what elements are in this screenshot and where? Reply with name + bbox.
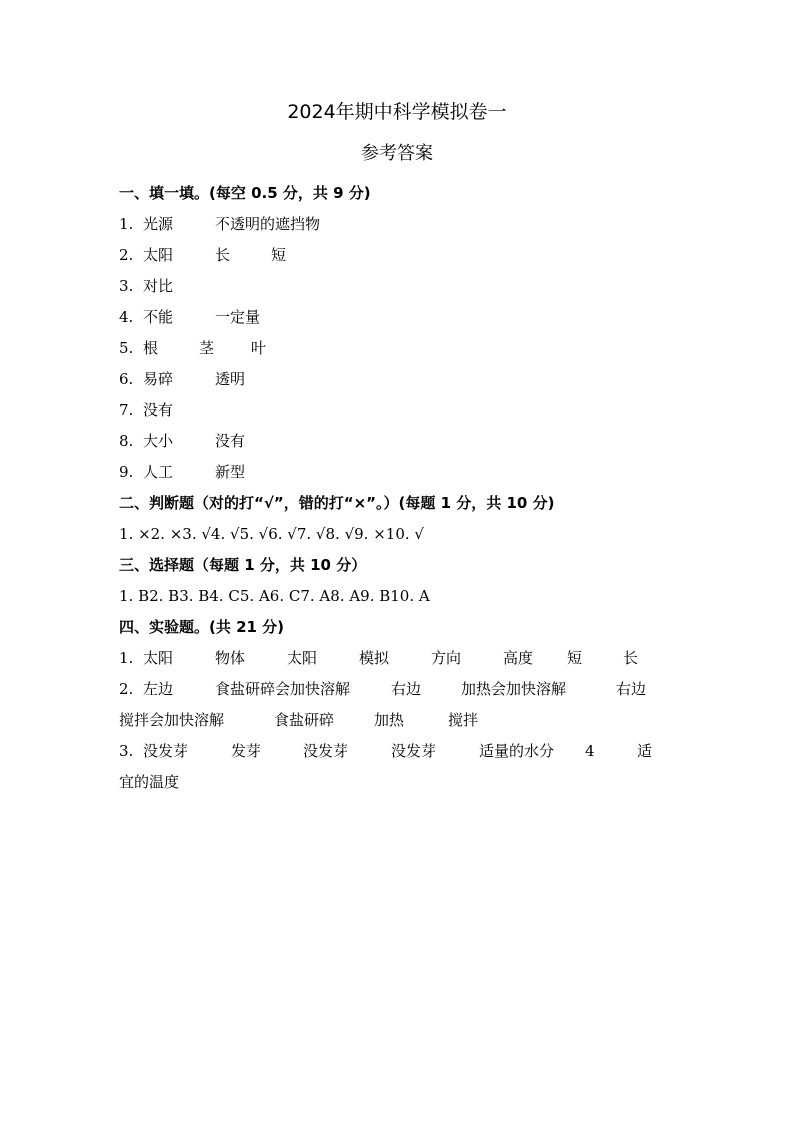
- item-number: 7.: [119, 401, 134, 419]
- answer: 长: [215, 246, 231, 264]
- answer: 不透明的遮挡物: [215, 215, 321, 233]
- section4-item-2-line-2: [119, 705, 679, 736]
- section1-item-4: [119, 302, 679, 333]
- answer: 没发芽: [303, 742, 349, 760]
- answer: 没有: [215, 432, 246, 450]
- section1-item-7: [119, 395, 679, 426]
- section4-item-1: [119, 643, 679, 674]
- item-number: 6.: [119, 370, 134, 388]
- section2-heading: 二、判断题（对的打“√”，错的打“×”。）(每题 1 分，共 10 分): [119, 494, 555, 512]
- answer: 搅拌: [448, 711, 479, 729]
- answer: 长: [623, 649, 639, 667]
- section4-item-2-line-1: [119, 674, 679, 705]
- answer: 叶: [251, 339, 267, 357]
- answer: 大小: [143, 432, 174, 450]
- answer: 发芽: [231, 742, 262, 760]
- item-number: 5.: [119, 339, 134, 357]
- item-number: 2.: [119, 246, 134, 264]
- answer: 没有: [143, 401, 174, 419]
- answer: 搅拌会加快溶解: [119, 711, 225, 729]
- answer: 没发芽: [391, 742, 437, 760]
- answer: 易碎: [143, 370, 174, 388]
- section4-heading: 四、实验题。(共 21 分): [119, 618, 285, 636]
- page-title: 2024年期中科学模拟卷一: [287, 101, 507, 123]
- answer: 新型: [215, 463, 246, 481]
- answer: 透明: [215, 370, 246, 388]
- section3-heading: 三、选择题（每题 1 分，共 10 分）: [119, 556, 367, 574]
- item-number: 2.: [119, 680, 134, 698]
- item-number: 4.: [119, 308, 134, 326]
- answer: 短: [271, 246, 287, 264]
- section2-answers: 1. ×2. ×3. √4. √5. √6. √7. √8. √9. ×10. √: [119, 525, 424, 543]
- section1-heading: 一、填一填。(每空 0.5 分，共 9 分): [119, 184, 371, 202]
- section1-item-9: [119, 457, 679, 488]
- answer: 短: [567, 649, 583, 667]
- answer: 适: [637, 742, 653, 760]
- item-number: 8.: [119, 432, 134, 450]
- answer: 根: [143, 339, 159, 357]
- item-number: 1.: [119, 215, 134, 233]
- answer: 高度: [503, 649, 534, 667]
- answer: 太阳: [287, 649, 318, 667]
- answer: 食盐研碎会加快溶解: [215, 680, 351, 698]
- item-number: 9.: [119, 463, 134, 481]
- answer: 一定量: [215, 308, 261, 326]
- item-number: 3.: [119, 277, 134, 295]
- item-number: 3.: [119, 742, 134, 760]
- answer: 4: [585, 742, 595, 760]
- section1-item-6: [119, 364, 679, 395]
- answer: 人工: [143, 463, 174, 481]
- answer: 加热: [374, 711, 405, 729]
- answer: 茎: [199, 339, 215, 357]
- answer: 右边: [616, 680, 647, 698]
- section4-item-3-line-1: [119, 736, 679, 767]
- answer: 物体: [215, 649, 246, 667]
- section1-item-1: [119, 209, 679, 240]
- answer: 不能: [143, 308, 174, 326]
- answer: 食盐研碎: [274, 711, 335, 729]
- section1-item-3: [119, 271, 679, 302]
- answer: 光源: [143, 215, 174, 233]
- answer: 左边: [143, 680, 174, 698]
- answer: 太阳: [143, 246, 174, 264]
- answer: 太阳: [143, 649, 174, 667]
- item-number: 1.: [119, 649, 134, 667]
- answer: 右边: [391, 680, 422, 698]
- page-subtitle: 参考答案: [361, 143, 433, 164]
- section4-item-3-line-2: 宜的温度: [119, 773, 180, 791]
- answer: 模拟: [359, 649, 390, 667]
- section3-answers: 1. B2. B3. B4. C5. A6. C7. A8. A9. B10. A: [119, 587, 430, 605]
- answer: 适量的水分: [479, 742, 555, 760]
- answer: 方向: [431, 649, 462, 667]
- answer: 对比: [143, 277, 174, 295]
- answer: 加热会加快溶解: [461, 680, 567, 698]
- section1-item-8: [119, 426, 679, 457]
- section1-item-5: [119, 333, 679, 364]
- answer: 没发芽: [143, 742, 189, 760]
- answer-content: [119, 178, 679, 798]
- section1-item-2: [119, 240, 679, 271]
